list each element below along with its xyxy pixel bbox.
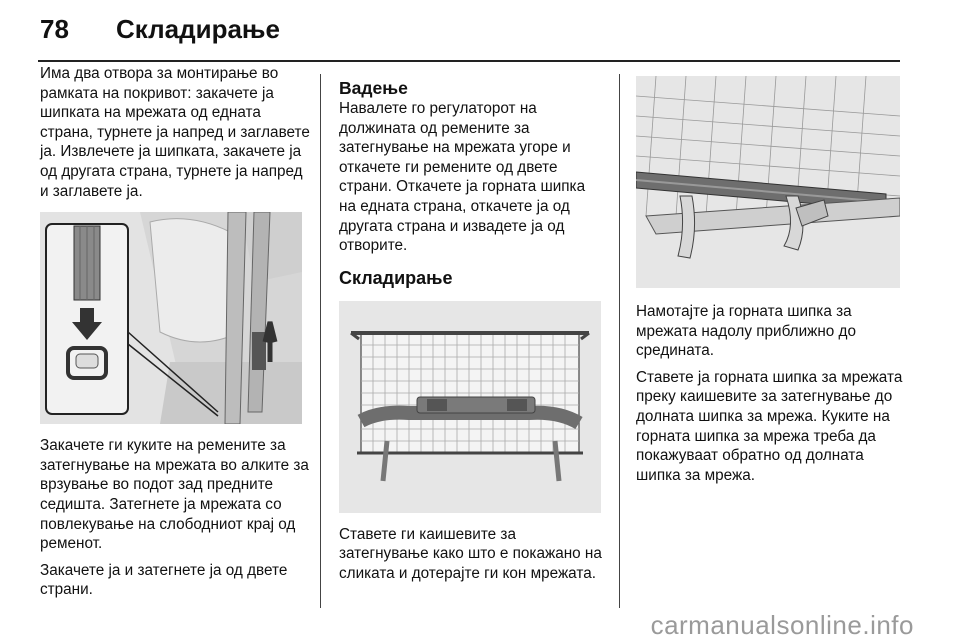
net-straps-illustration (339, 301, 601, 513)
col1-paragraph-2: Закачете ги куките на ремените за затегнување на мрежата во алките за врзување во подот зад предните седишта. Затегнете ја мрежата со повлекување на слободниот крај од ременот. (40, 437, 309, 553)
figure-net-straps (339, 301, 601, 513)
col2-paragraph-2: Ставете ги каишевите за затегнување како што е покажано на сликата и дотерајте ги кон мрежата. (339, 525, 602, 582)
section-title-removal: Вадење (339, 78, 408, 98)
column-2 (339, 78, 605, 591)
header-rule (38, 60, 900, 62)
watermark: carmanualsonline.info (650, 610, 914, 640)
col1-paragraph-3: Закачете ја и затегнете ја од двете страни. (40, 561, 288, 599)
column-1 (40, 64, 312, 607)
page-number: 78 (40, 14, 69, 44)
column-3 (636, 76, 904, 492)
col1-paragraph-1: Има два отвора за монтирање во рамката на покривот: закачете ја шипката на мрежата од едната страна, турнете ја напред и заглавете ја. Извлечете ја шипката, закачете ја од другата страна, турнете ја напред и заглавете ја. (40, 65, 310, 200)
col2-paragraph-1: Навалете го регулаторот на должината од ремените за затегнување на мрежата угоре и откачете ги ремените од двете страни. Откачете ја горната шипка на едната страна, откачете ја од другата страна и извадете ја од отворите. (339, 100, 586, 255)
column-divider-1 (320, 74, 321, 608)
chapter-title: Складирање (116, 14, 280, 44)
section-title-storage: Складирање (339, 267, 453, 288)
col3-paragraph-2: Ставете ја горната шипка за мрежата преку каишевите за затегнување до долната шипка за мрежа. Куките на горната шипка за мрежа треба да покажуваат обратно од долната шипка за мрежа. (636, 368, 903, 484)
column-divider-2 (619, 74, 620, 608)
figure-rolled-net (636, 76, 900, 288)
rolled-net-illustration (636, 76, 900, 288)
figure-strap-hook (40, 212, 302, 424)
col3-paragraph-1: Намотајте ја горната шипка за мрежата надолу приближно до средината. (636, 303, 856, 360)
strap-hook-illustration (40, 212, 302, 424)
page-header (0, 0, 960, 62)
